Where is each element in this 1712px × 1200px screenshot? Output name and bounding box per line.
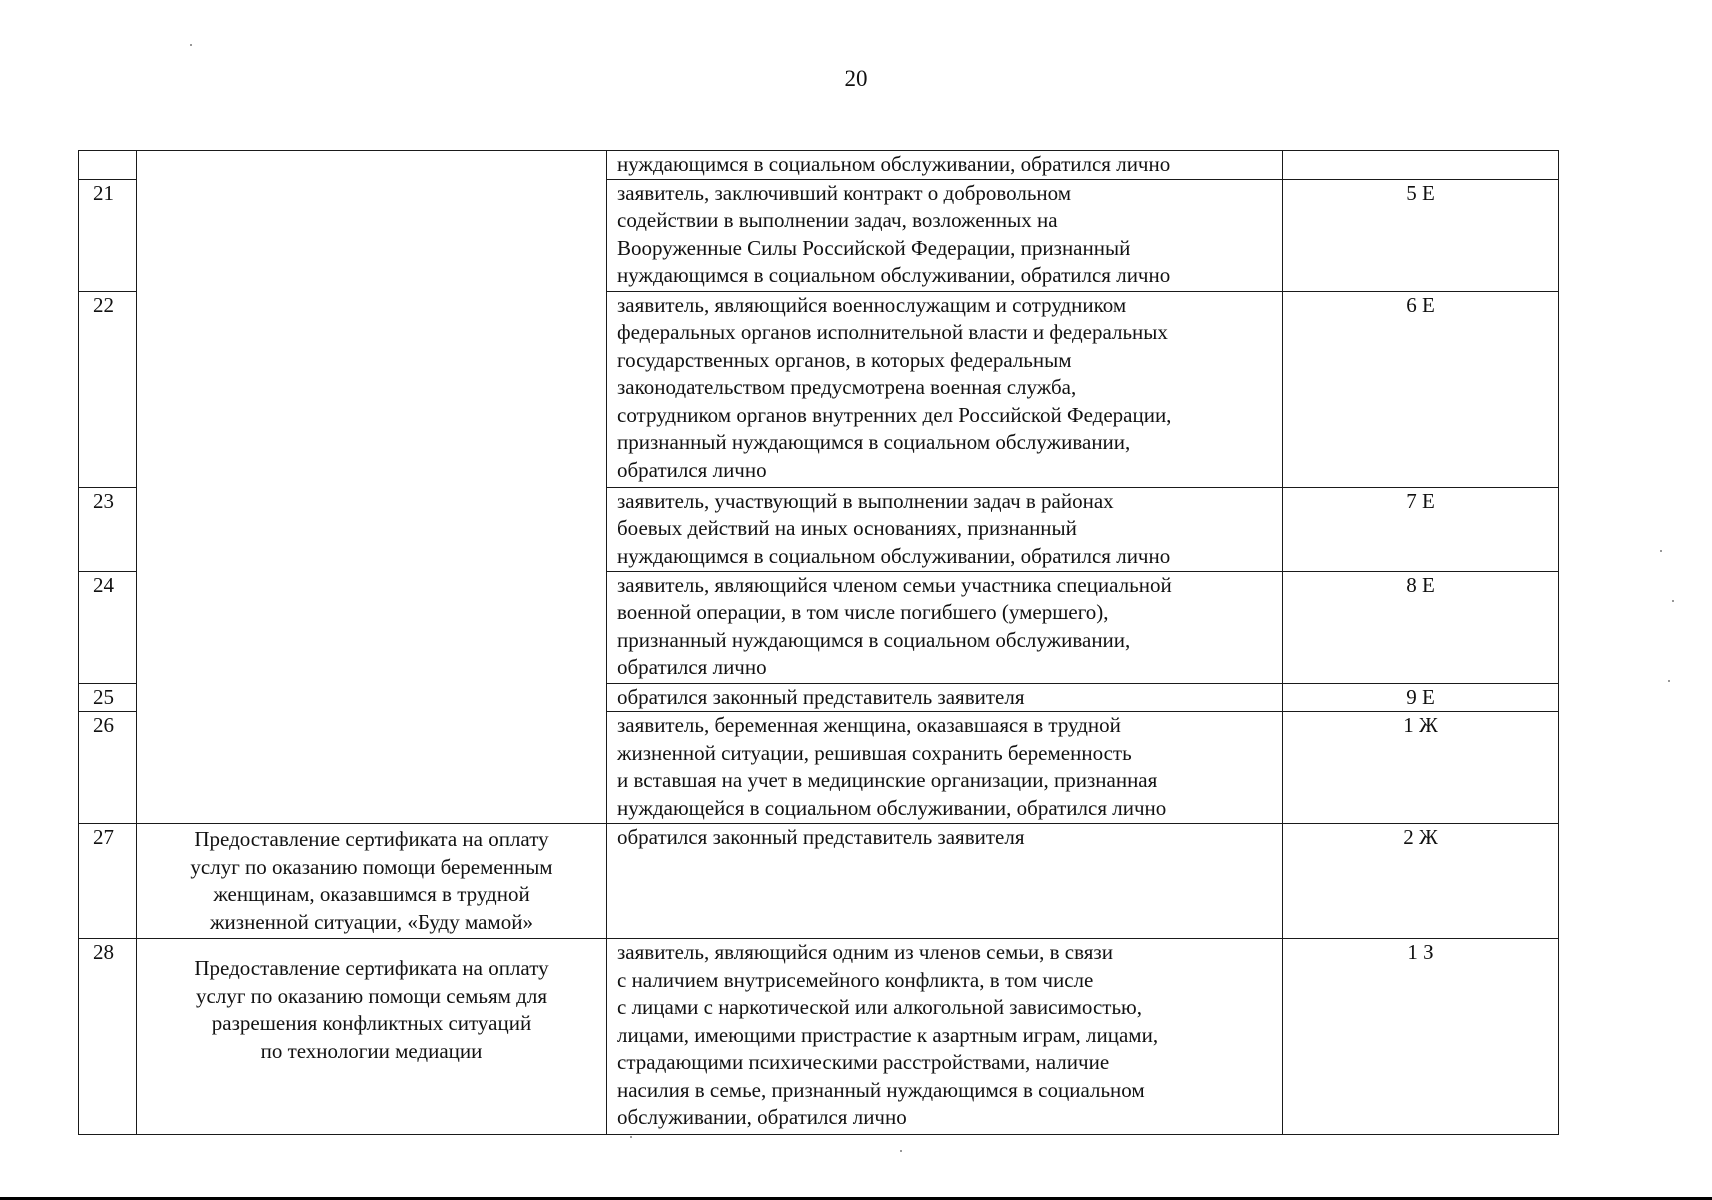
condition-cell: заявитель, являющийся военнослужащим и сотрудником федеральных органов исполнительной власти и федеральных государственных органов, в которых федеральным законодательством предусмотрена военная служба, сотрудником органов внутренних дел Российской Федерации, признанный нуждающимся в социальном обслуживании, обратился лично [607,291,1283,487]
row-number: 28 [79,939,137,1135]
scan-speck [190,44,192,46]
service-cell-mediation: Предоставление сертификата на оплату услуг по оказанию помощи семьям для разрешения конфликтных ситуаций по технологии медиации [137,939,607,1135]
row-number: 25 [79,683,137,712]
code-cell [1283,151,1559,180]
condition-cell: заявитель, заключивший контракт о добровольном содействии в выполнении задач, возложенных на Вооруженные Силы Российской Федерации, признанный нуждающимся в социальном обслуживании, обратился лично [607,179,1283,291]
row-number [79,151,137,180]
condition-cell: обратился законный представитель заявителя [607,683,1283,712]
row-number: 23 [79,487,137,571]
service-cell-continued [137,151,607,824]
scan-speck [1668,680,1670,682]
row-number: 21 [79,179,137,291]
scan-speck [900,1150,902,1152]
row-number: 22 [79,291,137,487]
code-cell: 2 Ж [1283,824,1559,939]
condition-cell: заявитель, являющийся одним из членов семьи, в связи с наличием внутрисемейного конфликта, в том числе с лицами с наркотической или алкогольной зависимостью, лицами, имеющими пристрастие к азартным играм, лицами, страдающими психическими расстройствами, наличие насилия в семье, признанный нуждающимся в социальном обслуживании, обратился лично [607,939,1283,1135]
code-cell: 1 Ж [1283,712,1559,824]
page-number: 20 [844,66,868,91]
services-table [78,150,1559,1135]
table-row [79,939,1559,1135]
condition-cell: обратился законный представитель заявителя [607,824,1283,939]
row-number: 26 [79,712,137,824]
code-cell: 8 Е [1283,571,1559,683]
row-number: 24 [79,571,137,683]
code-cell: 7 Е [1283,487,1559,571]
condition-cell: заявитель, беременная женщина, оказавшаяся в трудной жизненной ситуации, решившая сохранить беременность и вставшая на учет в медицинские организации, признанная нуждающейся в социальном обслуживании, обратился лично [607,712,1283,824]
code-cell: 6 Е [1283,291,1559,487]
code-cell: 5 Е [1283,179,1559,291]
row-number: 27 [79,824,137,939]
code-cell: 9 Е [1283,683,1559,712]
scan-speck [1660,550,1662,552]
condition-cell: заявитель, участвующий в выполнении задач в районах боевых действий на иных основаниях, признанный нуждающимся в социальном обслуживании, обратился лично [607,487,1283,571]
service-cell-pregnancy: Предоставление сертификата на оплату услуг по оказанию помощи беременным женщинам, оказавшимся в трудной жизненной ситуации, «Буду мамой» [137,824,607,939]
table-row [79,151,1559,180]
table-row [79,824,1559,939]
scan-speck [1672,600,1674,602]
condition-cell: заявитель, являющийся членом семьи участника специальной военной операции, в том числе погибшего (умершего), признанный нуждающимся в социальном обслуживании, обратился лично [607,571,1283,683]
condition-cell: нуждающимся в социальном обслуживании, обратился лично [607,151,1283,180]
code-cell: 1 З [1283,939,1559,1135]
scan-speck [630,1136,632,1138]
